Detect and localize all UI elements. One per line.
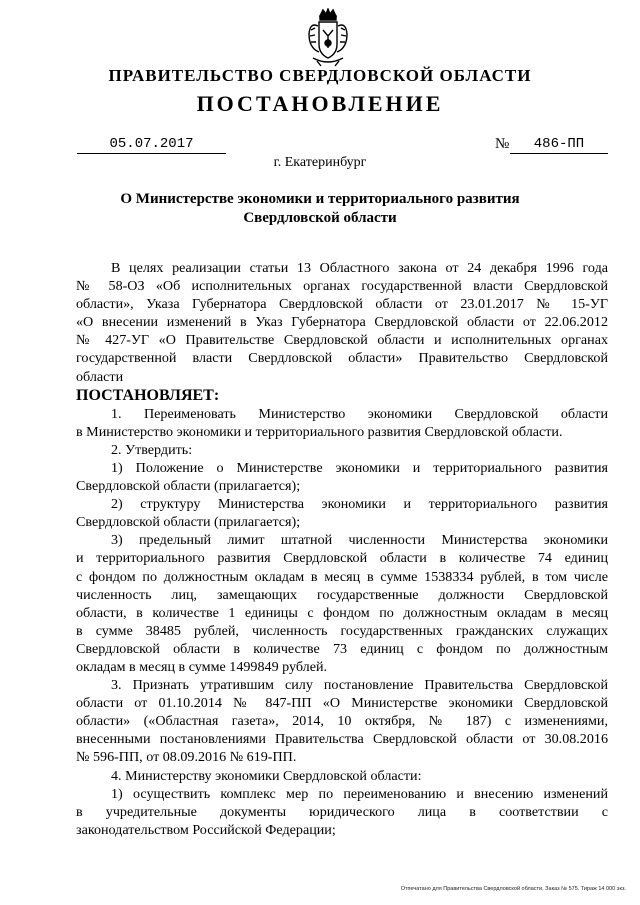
body-line: Свердловской области (прилагается); — [76, 514, 301, 531]
body-line: области от 01.10.2014 № 847-ПП «О Министерстве экономики Свердловской — [76, 695, 608, 712]
document-number: 486-ПП — [510, 136, 608, 154]
resolves-heading: ПОСТАНОВЛЯЕТ: — [76, 386, 220, 404]
body-line: окладам в месяц в сумме 1499849 рублей. — [76, 658, 328, 675]
body-line: № 58-ОЗ «Об исполнительных органах государственной власти Свердловской — [76, 278, 608, 295]
body-line: В целях реализации статьи 13 Областного закона от 24 декабря 1996 года — [111, 260, 608, 276]
print-footer: Отпечатано для Правительства Свердловской области. Заказ № 575. Тираж 14 000 экз. — [400, 886, 626, 892]
body-line: № 596-ПП, от 08.09.2016 № 619-ПП. — [76, 749, 297, 766]
city: г. Екатеринбург — [273, 155, 367, 170]
body-line: № 427-УГ «О Правительстве Свердловской области и исполнительных органах — [76, 332, 608, 349]
body-line: государственной власти Свердловской области» Правительство Свердловской — [76, 350, 608, 367]
document-title — [100, 190, 540, 228]
body-line: 1) осуществить комплекс мер по переименованию и внесению изменений — [111, 785, 608, 802]
body-line: в Министерство экономики и территориального развития Свердловской области. — [76, 423, 563, 440]
document-body — [76, 259, 608, 839]
title-line: Свердловской области — [243, 210, 397, 226]
body-line: 1) Положение о Министерстве экономики и территориального развития — [111, 459, 608, 476]
body-line: и территориального развития Свердловской области в количестве 74 единиц — [76, 550, 608, 567]
body-line: области» («Областная газета», 2014, 10 октября, № 187) с изменениями, — [76, 713, 608, 730]
body-line: внесенными постановлениями Правительства Свердловской области от 30.08.2016 — [76, 731, 608, 748]
government-name: ПРАВИТЕЛЬСТВО СВЕРДЛОВСКОЙ ОБЛАСТИ — [108, 66, 532, 85]
body-line: 2. Утвердить: — [111, 441, 193, 458]
body-line: области», Указа Губернатора Свердловской области от 23.01.2017 № 15-УГ — [76, 296, 608, 313]
body-line: 3. Признать утратившим силу постановление Правительства Свердловской — [111, 677, 608, 694]
document-date: 05.07.2017 — [77, 136, 226, 154]
body-line: области, в количестве 1 единицы с фондом по должностным окладам в месяц — [76, 604, 608, 621]
body-line: 4. Министерству экономики Свердловской области: — [111, 767, 422, 784]
coat-of-arms-emblem — [305, 8, 351, 70]
title-line: О Министерстве экономики и территориального развития — [120, 191, 520, 207]
body-line: Свердловской области в количестве 73 единиц с фондом по должностным — [76, 640, 608, 657]
body-line: в учредительные документы юридического лица в соответствии с — [76, 803, 608, 820]
number-label: № — [495, 136, 510, 152]
body-line: Свердловской области (прилагается); — [76, 478, 301, 495]
body-line: 3) предельный лимит штатной численности Министерства экономики — [111, 532, 608, 549]
body-line: законодательством Российской Федерации; — [76, 821, 336, 838]
body-line: в сумме 38485 рублей, численность государственных гражданских служащих — [76, 622, 608, 639]
document-type: ПОСТАНОВЛЕНИЕ — [196, 91, 444, 116]
body-line: численность лиц, замещающих государственные должности Свердловской — [76, 586, 608, 603]
body-line: области — [76, 368, 124, 385]
body-line: «О внесении изменений в Указ Губернатора Свердловской области от 22.06.2012 — [76, 314, 608, 331]
body-line: 2) структуру Министерства экономики и территориального развития — [111, 496, 608, 513]
body-line: 1. Переименовать Министерство экономики Свердловской области — [111, 405, 608, 422]
body-line: с фондом по должностным окладам в месяц в сумме 1538334 рублей, в том числе — [76, 568, 608, 585]
